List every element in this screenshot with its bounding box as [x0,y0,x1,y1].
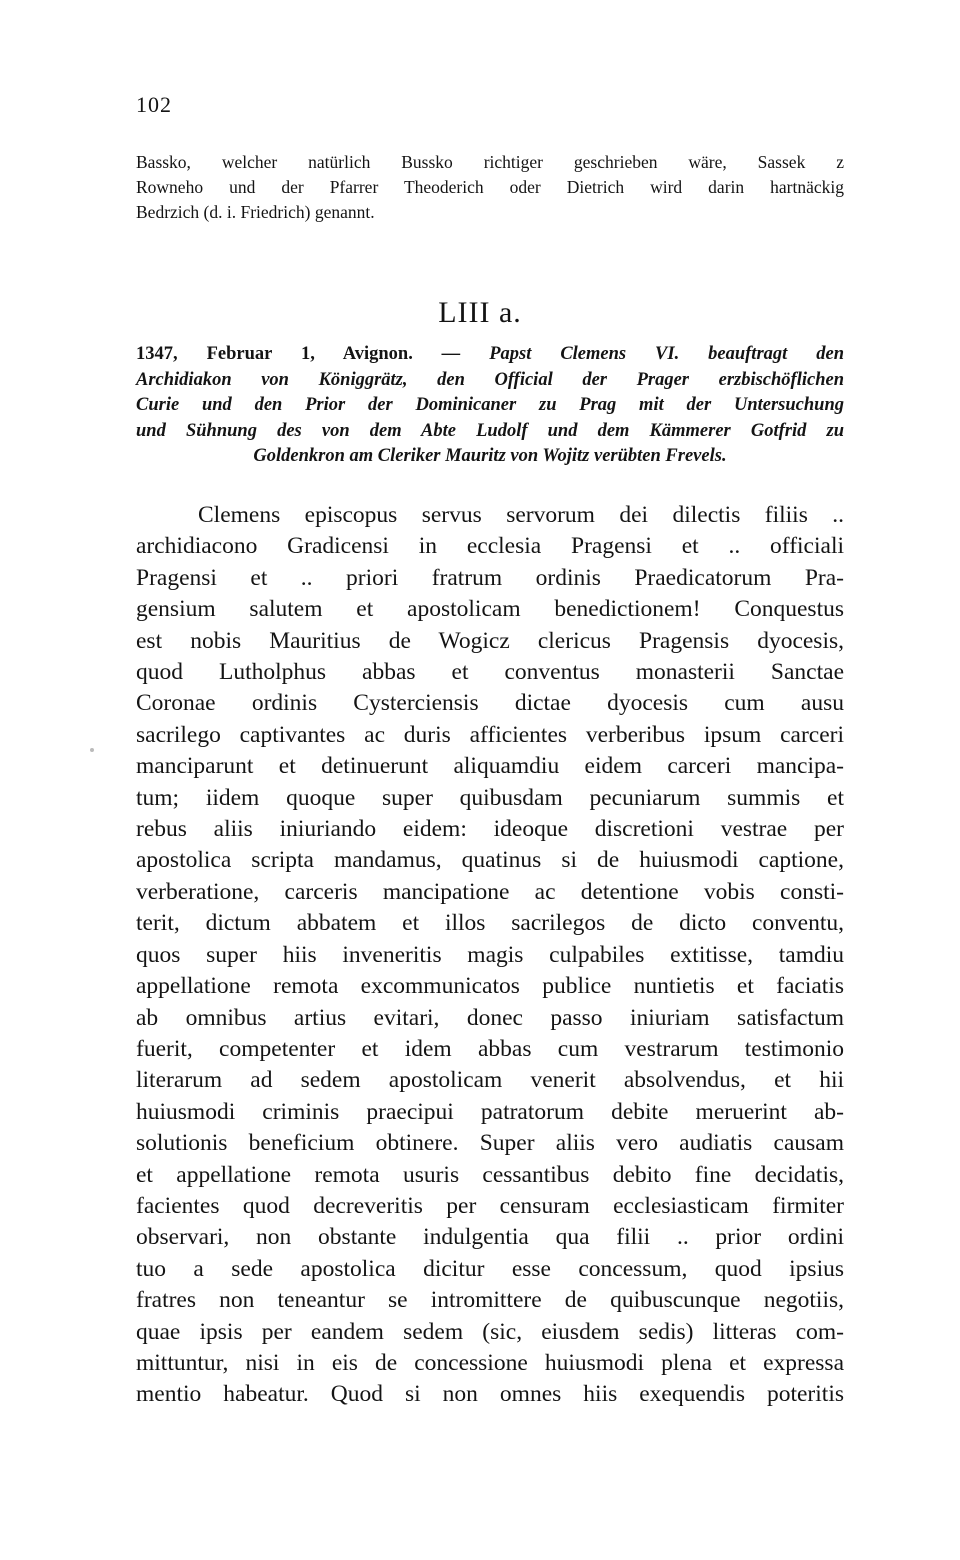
text-line: observari, non obstante indulgentia qua filii .. prior ordini [136,1224,844,1251]
regest-line-first [136,342,844,368]
text-line: terit, dictum abbatem et illos sacrilegos de dicto conventu, [136,910,844,937]
charter-text [136,500,844,1411]
regest-date-place: 1347, Februar 1, Avignon. [136,344,413,364]
text-line: solutionis beneficium obtinere. Super aliis vero audiatis causam [136,1130,844,1157]
text-line: verberatione, carceris mancipatione ac detentione vobis consti- [136,878,844,905]
page-number: 102 [136,92,172,117]
regest-line: und Sühnung des von dem Abte Ludolf und dem Kämmerer Gotfrid zu [136,420,844,441]
text-line: ab omnibus artius evitari, donec passo iniuriam satisfactum [136,1004,844,1031]
text-line: fratres non teneantur se intromittere de quibuscunque negotiis, [136,1287,844,1314]
text-line: mittuntur, nisi in eis de concessione huiusmodi plena et expressa [136,1349,844,1376]
footnote-line: Rowneho und der Pfarrer Theoderich oder Dietrich wird darin hartnäckig [136,177,844,197]
document-number: LIII a. [438,296,522,329]
text-line: appellatione remota excommunicatos publice nuntietis et faciatis [136,973,844,1000]
footnote [136,150,844,225]
footnote-line: Bassko, welcher natürlich Bussko richtiger geschrieben wäre, Sassek z [136,152,844,172]
text-line: Clemens episcopus servus servorum dei dilectis filiis .. [198,502,844,528]
text-line: mentio habeatur. Quod si non omnes hiis exequendis poteritis [136,1381,844,1408]
regest-line: Archidiakon von Königgrätz, den Official der Prager erzbischöflichen [136,369,844,390]
text-line: gensium salutem et apostolicam benedictionem! Conquestus [136,596,844,623]
text-line: sacrilego captivantes ac duris afficientes verberibus ipsum carceri [136,721,844,748]
text-line: et appellatione remota usuris cessantibus debito fine decidatis, [136,1161,844,1188]
text-line: est nobis Mauritius de Wogicz clericus Pragensis dyocesis, [136,627,844,654]
text-line: quos super hiis inveneritis magis culpabiles extitisse, tamdiu [136,941,844,968]
text-line: manciparunt et detinuerunt aliquamdiu eidem carceri mancipa- [136,753,844,780]
text-line: Pragensi et .. priori fratrum ordinis Praedicatorum Pra- [136,564,844,591]
footnote-line: Bedrzich (d. i. Friedrich) genannt. [136,202,375,222]
regest-line: Curie und den Prior der Dominicaner zu Prag mit der Untersuchung [136,395,844,415]
text-line: apostolica scripta mandamus, quatinus si de huiusmodi captione, [136,847,844,874]
text-line: fuerit, competenter et idem abbas cum vestrarum testimonio [136,1035,844,1062]
text-line: archidiacono Gradicensi in ecclesia Pragensi et .. officiali [136,533,844,560]
regest [136,342,844,470]
text-line: Coronae ordinis Cysterciensis dictae dyocesis cum ausu [136,690,844,717]
text-line: tuo a sede apostolica dicitur esse concessum, quod ipsius [136,1255,844,1282]
text-line: facientes quod decreveritis per censuram ecclesiasticam firmiter [136,1192,844,1219]
text-line: quod Lutholphus abbas et conventus monasterii Sanctae [136,659,844,686]
regest-line: — Papst Clemens VI. beauftragt den [441,344,844,364]
regest-line: Goldenkron am Cleriker Mauritz von Wojitz verübten Frevels. [253,446,727,466]
text-line: literarum ad sedem apostolicam venerit absolvendus, et hii [136,1067,844,1094]
text-line: tum; iidem quoque super quibusdam pecuniarum summis et [136,784,844,811]
text-line: rebus aliis iniuriando eidem: ideoque discretioni vestrae per [136,816,844,843]
text-line: quae ipsis per eandem sedem (sic, eiusdem sedis) litteras com- [136,1318,844,1345]
text-line: huiusmodi criminis praecipui patratorum debite meruerint ab- [136,1098,844,1125]
margin-speck [90,748,94,752]
